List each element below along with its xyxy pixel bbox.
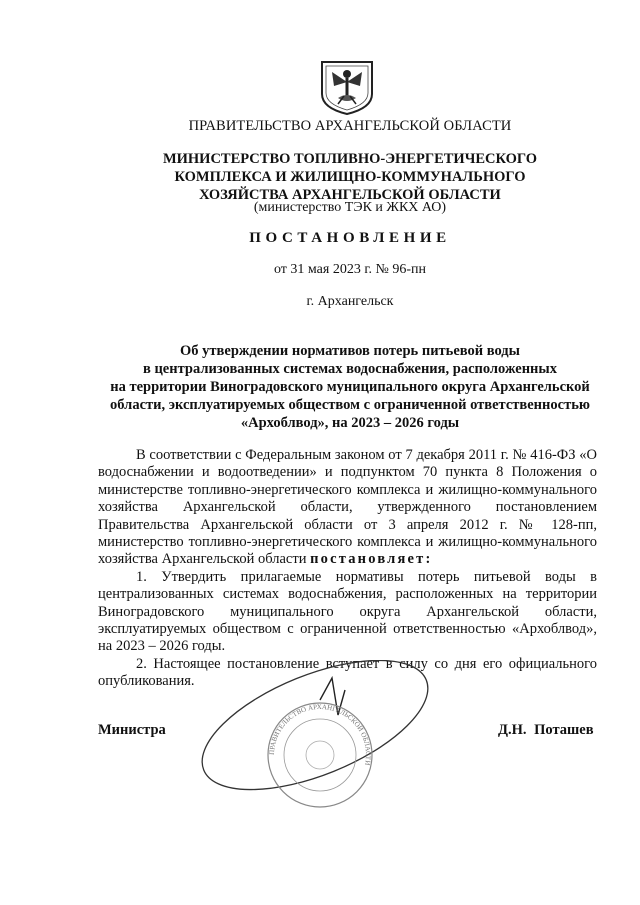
- signature-loop: [185, 660, 440, 810]
- document-subject: [0, 342, 640, 432]
- ministry-line: МИНИСТЕРСТВО ТОПЛИВНО-ЭНЕРГЕТИЧЕСКОГО: [162, 151, 538, 167]
- document-title: ПОСТАНОВЛЕНИЕ: [249, 230, 451, 246]
- subject-line: в централизованных системах водоснабжения, расположенных: [142, 361, 557, 377]
- stamp-inner-ring: [284, 719, 356, 791]
- document-date-number: от 31 мая 2023 г. № 96-пн: [273, 262, 427, 277]
- document-body: [98, 447, 597, 691]
- ministry-short-name: (министерство ТЭК и ЖКХ АО): [253, 200, 447, 215]
- decree-word: постановляет:: [310, 551, 433, 568]
- item-1-paragraph: 1. Утвердить прилагаемые нормативы потерь питьевой воды в централизованных системах водоснабжения, расположенных на территории Виноградовского муниципального округа Архангельской области, эксплуатируемых обществом с ограниченной ответственностью «Архоблвод», на 2023 – 2026 годы.: [98, 568, 597, 655]
- subject-line: области, эксплуатируемых обществом с ограниченной ответственностью: [110, 397, 590, 413]
- signatory-name: Д.Н. Поташев: [498, 722, 594, 738]
- subject-line: на территории Виноградовского муниципального округа Архангельской: [110, 379, 590, 395]
- preamble-text: В соответствии с Федеральным законом от 7 декабря 2011 г. № 416-ФЗ «О водоснабжении и водоотведении» и подпунктом 70 пункта 8 Положения о министерстве топливно-энергетического комплекса и жилищно-коммунального хозяйства Архангельской области, утвержденного постановлением Правительства Архангельской области от 3 апреля 2012 г. № 128-пп, министерство топливно-энергетического комплекса и жилищно-коммунального хозяйства Архангельской области: [98, 447, 597, 568]
- government-name: ПРАВИТЕЛЬСТВО АРХАНГЕЛЬСКОЙ ОБЛАСТИ: [188, 118, 512, 134]
- document-city: г. Архангельск: [306, 294, 394, 309]
- item-2-paragraph: 2. Настоящее постановление вступает в силу со дня его официального опубликования.: [98, 655, 597, 690]
- stamp-text: ПРАВИТЕЛЬСТВО АРХАНГЕЛЬСКОЙ ОБЛАСТИ: [267, 702, 373, 766]
- coat-of-arms-icon: [318, 58, 376, 116]
- ministry-name: [0, 150, 640, 204]
- subject-line: Об утверждении нормативов потерь питьевой воды: [180, 343, 520, 359]
- preamble-paragraph: [98, 447, 597, 569]
- stamp-center: [306, 741, 334, 769]
- ministry-line: ХОЗЯЙСТВА АРХАНГЕЛЬСКОЙ ОБЛАСТИ: [199, 187, 501, 203]
- ministry-line: КОМПЛЕКСА И ЖИЛИЩНО-КОММУНАЛЬНОГО: [174, 169, 526, 185]
- signatory-role: Министра: [98, 722, 166, 738]
- signature-stamp: [170, 660, 440, 810]
- subject-line: «Архоблвод», на 2023 – 2026 годы: [240, 415, 460, 431]
